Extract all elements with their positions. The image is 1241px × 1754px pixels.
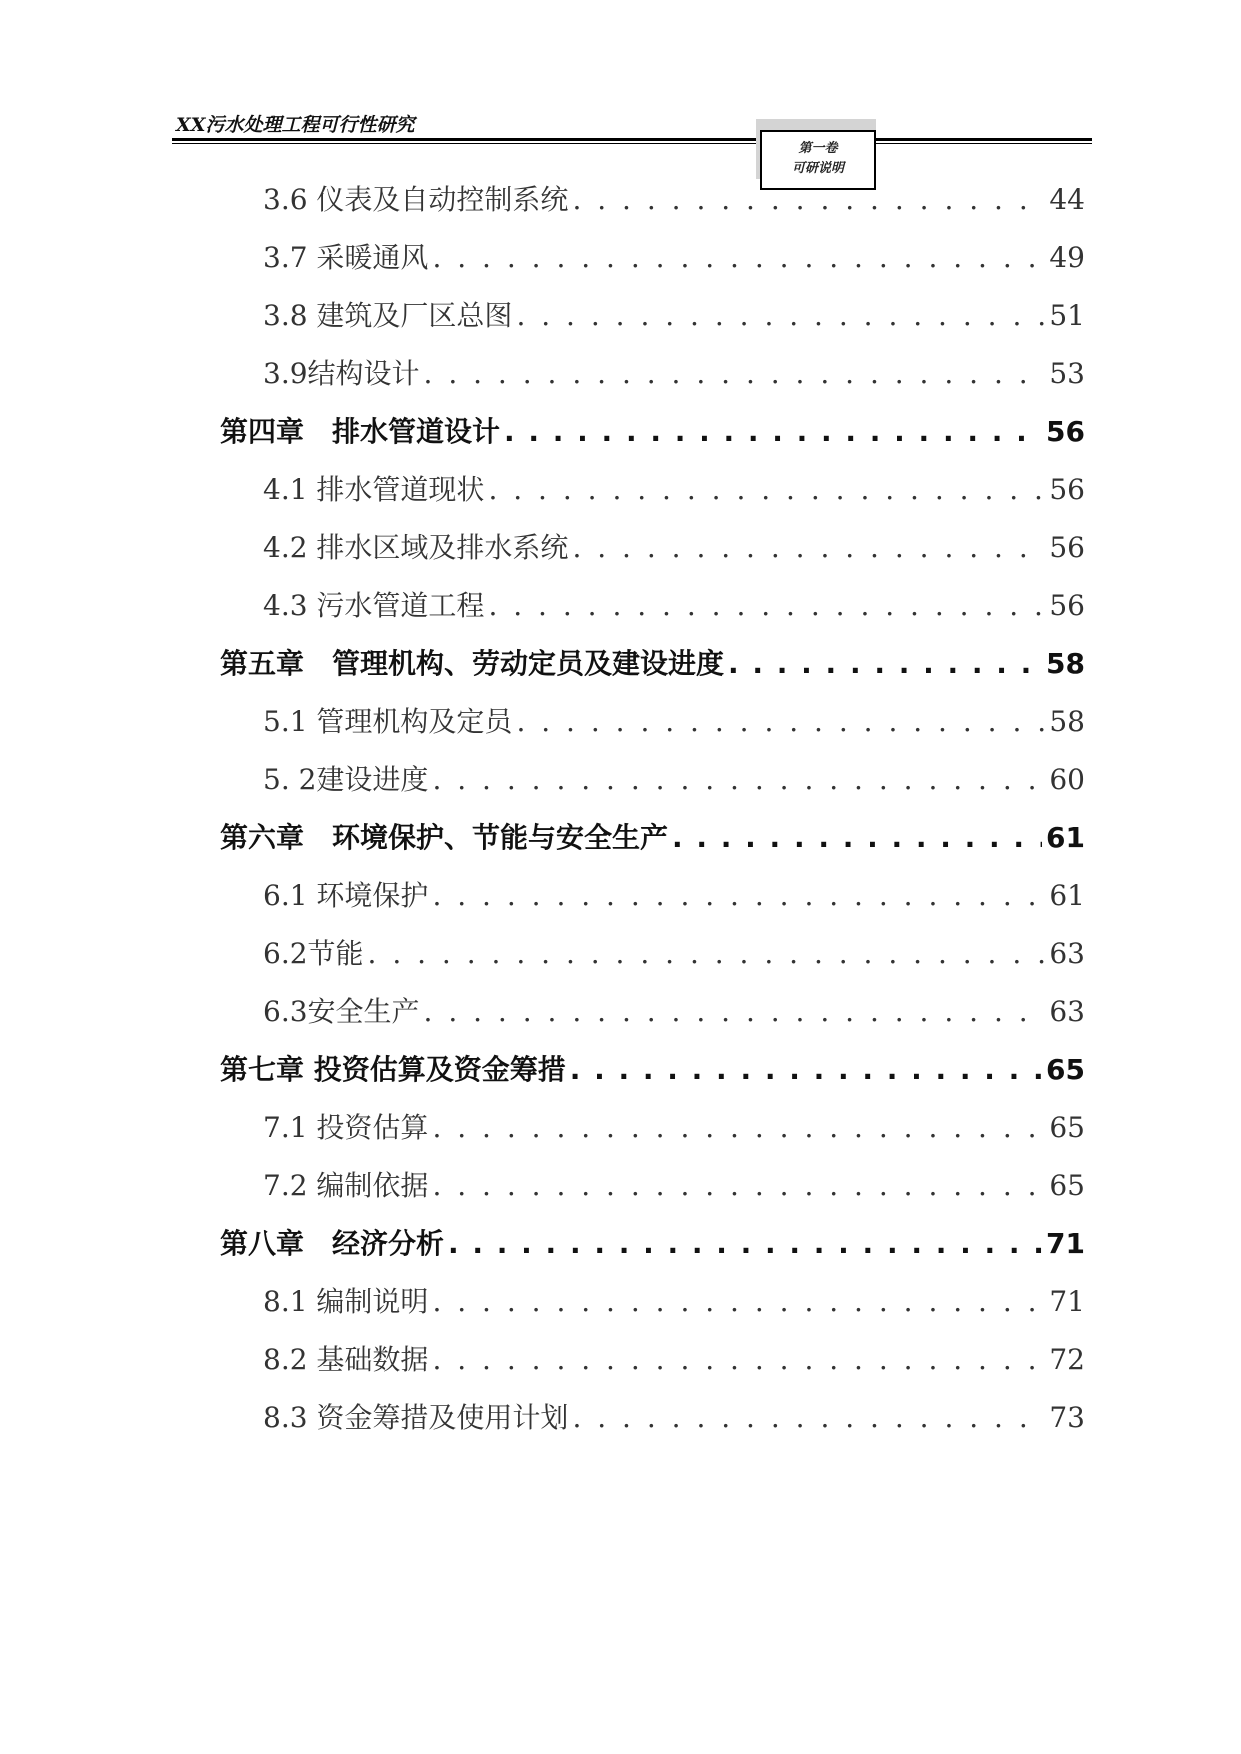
- toc-dot-leader: [728, 647, 1042, 680]
- toc-entry-title: 8.3 资金筹措及使用计划: [263, 1401, 569, 1434]
- toc-entry-title: 4.3 污水管道工程: [263, 589, 485, 622]
- toc-page-number: 56: [1049, 531, 1085, 564]
- toc-page-number: 51: [1049, 299, 1085, 332]
- toc-chapter-title: 第八章 经济分析: [220, 1227, 445, 1260]
- toc-entry-title: 3.8 建筑及厂区总图: [263, 299, 513, 332]
- toc-page-number: 63: [1049, 937, 1085, 970]
- toc-chapter-title: 第四章 排水管道设计: [220, 415, 501, 448]
- toc-entry[interactable]: [263, 1106, 1085, 1146]
- toc-entry[interactable]: [263, 1280, 1085, 1320]
- toc-chapter-entry[interactable]: [220, 1222, 1085, 1262]
- toc-dot-leader: [448, 1227, 1042, 1260]
- toc-entry-title: 5.1 管理机构及定员: [263, 705, 513, 738]
- toc-page-number: 58: [1049, 705, 1085, 738]
- toc-entry-title: 4.1 排水管道现状: [263, 473, 485, 506]
- toc-dot-leader: [432, 1169, 1045, 1202]
- toc-entry[interactable]: [263, 932, 1085, 972]
- toc-page-number: 60: [1049, 763, 1085, 796]
- toc-page-number: 72: [1049, 1343, 1085, 1376]
- volume-subtitle: 可研说明: [791, 161, 844, 176]
- toc-chapter-entry[interactable]: [220, 410, 1085, 450]
- toc-entry-title: 3.7 采暖通风: [263, 241, 429, 274]
- toc-entry-title: 7.2 编制依据: [263, 1169, 429, 1202]
- toc-page-number: 56: [1049, 473, 1085, 506]
- toc-chapter-entry[interactable]: [220, 642, 1085, 682]
- toc-entry[interactable]: [263, 874, 1085, 914]
- toc-dot-leader: [488, 589, 1045, 622]
- page-header: [172, 104, 1092, 176]
- toc-entry-title: 4.2 排水区域及排水系统: [263, 531, 569, 564]
- toc-entry[interactable]: [263, 468, 1085, 508]
- toc-entry[interactable]: [263, 990, 1085, 1030]
- volume-number: 第一卷: [798, 141, 838, 156]
- toc-chapter-title: 第六章 环境保护、节能与安全生产: [220, 821, 669, 854]
- toc-dot-leader: [516, 705, 1045, 738]
- toc-dot-leader: [572, 183, 1045, 216]
- toc-page-number: 63: [1049, 995, 1085, 1028]
- toc-entry[interactable]: [263, 352, 1085, 392]
- toc-entry-title: 6.2节能: [263, 937, 364, 970]
- toc-entry[interactable]: [263, 1338, 1085, 1378]
- toc-page-number: 58: [1046, 647, 1085, 680]
- toc-page-number: 65: [1046, 1053, 1085, 1086]
- toc-dot-leader: [432, 879, 1045, 912]
- toc-dot-leader: [572, 1401, 1045, 1434]
- toc-dot-leader: [368, 937, 1046, 970]
- header-rule-thin: [172, 143, 1092, 144]
- toc-entry[interactable]: [263, 758, 1085, 798]
- toc-dot-leader: [424, 357, 1046, 390]
- toc-dot-leader: [672, 821, 1042, 854]
- toc-page-number: 71: [1046, 1227, 1085, 1260]
- toc-page-number: 61: [1049, 879, 1085, 912]
- toc-page-number: 56: [1046, 415, 1085, 448]
- toc-entry[interactable]: [263, 1396, 1085, 1436]
- toc-dot-leader: [432, 241, 1045, 274]
- toc-entry-title: 3.6 仪表及自动控制系统: [263, 183, 569, 216]
- toc-page-number: 71: [1049, 1285, 1085, 1318]
- toc-entry-title: 6.1 环境保护: [263, 879, 429, 912]
- toc-entry-title: 7.1 投资估算: [263, 1111, 429, 1144]
- document-title: XX污水处理工程可行性研究: [176, 114, 415, 136]
- toc-entry-title: 3.9结构设计: [263, 357, 420, 390]
- toc-dot-leader: [488, 473, 1045, 506]
- toc-dot-leader: [432, 763, 1045, 796]
- toc-page-number: 65: [1049, 1111, 1085, 1144]
- toc-dot-leader: [572, 531, 1045, 564]
- toc-dot-leader: [424, 995, 1046, 1028]
- toc-entry[interactable]: [263, 700, 1085, 740]
- toc-entry-title: 5. 2建设进度: [263, 763, 429, 796]
- toc-page-number: 65: [1049, 1169, 1085, 1202]
- toc-entry[interactable]: [263, 294, 1085, 334]
- toc-page-number: 49: [1049, 241, 1085, 274]
- toc-dot-leader: [570, 1053, 1042, 1086]
- toc-entry[interactable]: [263, 178, 1085, 218]
- toc-page-number: 56: [1049, 589, 1085, 622]
- toc-entry[interactable]: [263, 1164, 1085, 1204]
- toc-entry-title: 8.2 基础数据: [263, 1343, 429, 1376]
- toc-page-number: 73: [1049, 1401, 1085, 1434]
- toc-chapter-title: 第五章 管理机构、劳动定员及建设进度: [220, 647, 725, 680]
- toc-dot-leader: [432, 1285, 1045, 1318]
- header-rule-thick: [172, 138, 1092, 141]
- toc-dot-leader: [504, 415, 1042, 448]
- toc-entry-title: 8.1 编制说明: [263, 1285, 429, 1318]
- toc-page-number: 44: [1049, 183, 1085, 216]
- toc-dot-leader: [516, 299, 1045, 332]
- toc-entry[interactable]: [263, 236, 1085, 276]
- toc-dot-leader: [432, 1111, 1045, 1144]
- toc-page-number: 61: [1046, 821, 1085, 854]
- toc-chapter-entry[interactable]: [220, 1048, 1085, 1088]
- toc-entry-title: 6.3安全生产: [263, 995, 420, 1028]
- toc-page-number: 53: [1049, 357, 1085, 390]
- toc-entry[interactable]: [263, 584, 1085, 624]
- toc-dot-leader: [432, 1343, 1045, 1376]
- toc-chapter-title: 第七章 投资估算及资金筹措: [220, 1053, 566, 1086]
- toc-chapter-entry[interactable]: [220, 816, 1085, 856]
- toc-entry[interactable]: [263, 526, 1085, 566]
